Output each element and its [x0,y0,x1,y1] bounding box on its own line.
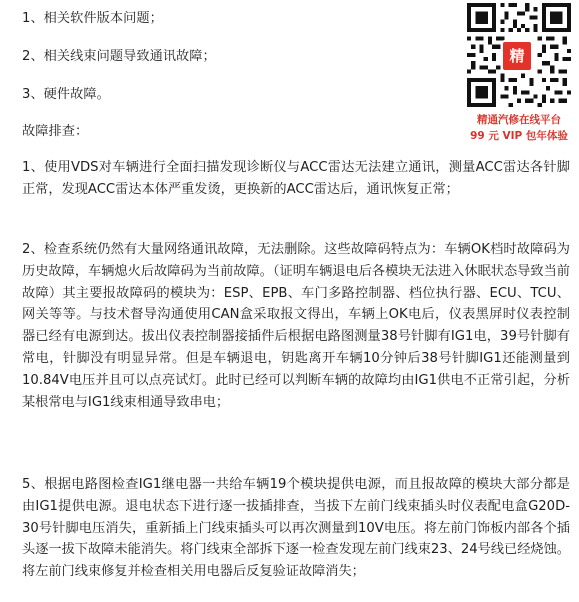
cause-item-1: 1、相关软件版本问题； [22,11,163,26]
jingtong-logo-badge: 精 [501,40,533,72]
paragraph-2: 2、检查系统仍然有大量网络通讯故障，无法删除。这些故障码特点为：车辆OK档时故障码为历史故障，车辆熄火后故障码为当前故障。（证明车辆退电后各模块无法进入休眠状态导致当前故障）其主要报故障码的模块为：ESP、EPB、车门多路控制器、档位执行器、ECU、TCU、网关等等。与技术督导沟通使用CAN盒采取报文得出，车辆上OK电后，仪表黑屏时仪表控制器已经有电源到达。拔出仪表控制器接插件后根据电路图测量38号针脚有IG1电，39号针脚有常电，针脚没有明显异常。但是车辆退电，钥匙离开车辆10分钟后38号针脚IG1还能测量到10.84V电压并且可以点亮试灯。此时已经可以判断车辆的故障均由IG1供电不正常引起，分析某根常电与IG1线束相通导致串电； [22,242,570,410]
qr-caption-vip: 99 元 VIP 包年体验 [470,130,568,142]
paragraph-3: 5、根据电路图检查IG1继电器一共给车辆19个模块提供电源，而且报故障的模块大部分都是由IG1提供电源。退电状态下进行逐一拔插排查，当拔下左前门线束插头时仪表配电盒G20D-30号针脚电压消失，重新插上门线束插头可以再次测量到10V电压。将左前门饰板内部各个插头逐一拔下故障未能消失。将门线束全部拆下逐一检查发现左前门线束23、24号线已经烧蚀。将左前门线束修复并检查相关用电器后反复验证故障消失； [22,477,570,580]
cause-item-2: 2、相关线束问题导致通讯故障； [22,49,216,64]
paragraph-1: 1、使用VDS对车辆进行全面扫描发现诊断仪与ACC雷达无法建立通讯，测量ACC雷达各针脚正常，发现ACC雷达本体严重发烫，更换新的ACC雷达后，通讯恢复正常； [22,160,570,197]
section-heading: 故障排查： [22,124,89,139]
qr-caption-platform: 精通汽修在线平台 [477,114,561,126]
qr-promo[interactable] [462,3,576,145]
cause-item-3: 3、硬件故障。 [22,87,110,102]
